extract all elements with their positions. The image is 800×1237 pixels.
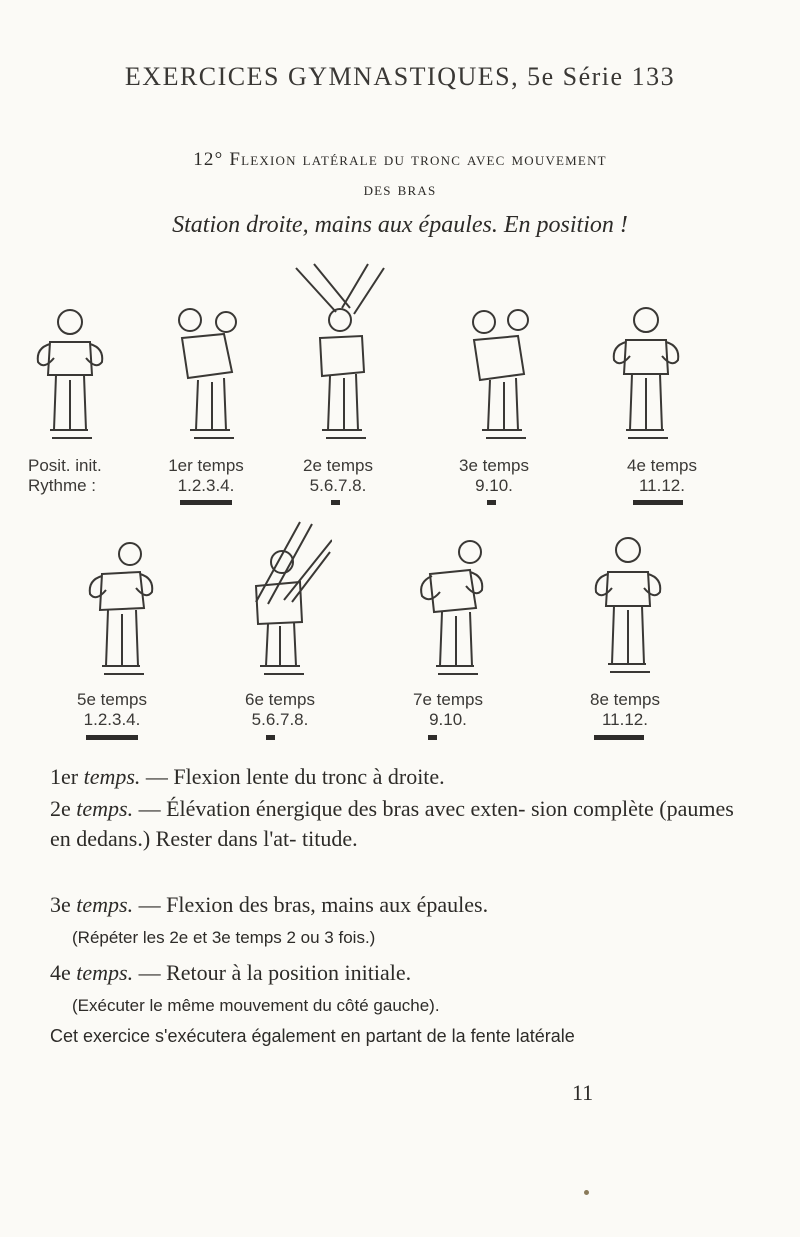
caption-label: Posit. init. (28, 456, 102, 475)
rhythm-bar (266, 735, 275, 740)
caption-label: 5e temps (77, 690, 147, 709)
rhythm-bar (331, 500, 340, 505)
exercise-title-line-1: 12° Flexion latérale du tronc avec mouvement (193, 149, 607, 170)
step-text: — Retour à la position initiale. (133, 960, 412, 985)
figure-time-2 (292, 262, 388, 450)
step-label: temps. (76, 892, 134, 917)
figure-time-7 (408, 536, 504, 686)
caption-rhythm: 5.6.7.8. (251, 710, 309, 729)
caption-time-5 (42, 690, 182, 730)
caption-label: 6e temps (245, 690, 315, 709)
step-number: 1er (50, 764, 79, 789)
caption-time-4 (592, 456, 732, 496)
caption-time-8 (555, 690, 695, 730)
figure-time-6 (236, 512, 332, 686)
rhythm-bar (86, 735, 138, 740)
step-number: 2e (50, 796, 71, 821)
caption-time-1 (136, 456, 276, 496)
caption-label: 4e temps (627, 456, 697, 475)
step-label: temps. (76, 960, 134, 985)
caption-label: 3e temps (459, 456, 529, 475)
step-1 (50, 762, 755, 792)
figure-time-8 (580, 536, 676, 686)
step-number: 3e (50, 892, 71, 917)
caption-rhythm: 9.10. (429, 710, 467, 729)
rhythm-bar (594, 735, 644, 740)
caption-label: 1er temps (168, 456, 244, 475)
caption-rhythm: 5.6.7.8. (309, 476, 367, 495)
closing-note: Cet exercice s'exécutera également en partant de la fente latérale (50, 1026, 575, 1046)
step-text: — Flexion des bras, mains aux épaules. (133, 892, 489, 917)
step-text: — Flexion lente du tronc à droite. (140, 764, 445, 789)
step-label: temps. (76, 796, 134, 821)
starting-position: Station droite, mains aux épaules. En position ! (172, 212, 628, 238)
caption-rhythm: 11.12. (638, 476, 685, 495)
caption-label: 8e temps (590, 690, 660, 709)
figure-time-3 (452, 300, 548, 450)
step-3 (50, 890, 755, 920)
step-text: — Élévation énergique des bras avec exten- sion complète (paumes en dedans.) Rester dans l'at- titude. (50, 796, 734, 851)
step-label: temps. (83, 764, 141, 789)
rhythm-bar (180, 500, 232, 505)
caption-rhythm: Rythme : (28, 476, 97, 495)
caption-rhythm: 9.10. (475, 476, 513, 495)
caption-rhythm: 11.12. (601, 710, 648, 729)
side-note: (Exécuter le même mouvement du côté gauche). (72, 996, 440, 1015)
caption-label: 2e temps (303, 456, 373, 475)
figure-time-1 (160, 300, 256, 450)
rhythm-bar (428, 735, 437, 740)
caption-rhythm: 1.2.3.4. (83, 710, 141, 729)
caption-rhythm: 1.2.3.4. (177, 476, 235, 495)
rhythm-bar (487, 500, 496, 505)
repeat-note: (Répéter les 2e et 3e temps 2 ou 3 fois.) (72, 928, 376, 947)
caption-time-3 (424, 456, 564, 496)
figure-initial-position (22, 300, 118, 450)
step-4 (50, 958, 755, 988)
running-header: EXERCICES GYMNASTIQUES, 5e Série 133 (124, 62, 676, 91)
figure-time-4 (598, 300, 694, 450)
caption-time-6 (210, 690, 350, 730)
caption-label: 7e temps (413, 690, 483, 709)
rhythm-bar (633, 500, 683, 505)
caption-time-7 (378, 690, 518, 730)
exercise-title (0, 145, 800, 205)
step-2 (50, 794, 755, 854)
exercise-title-line-2: des bras (363, 179, 437, 200)
page-number: 11 (572, 1080, 594, 1105)
ink-dot (584, 1190, 589, 1195)
figure-time-5 (74, 536, 170, 686)
caption-time-2 (268, 456, 408, 496)
step-number: 4e (50, 960, 71, 985)
